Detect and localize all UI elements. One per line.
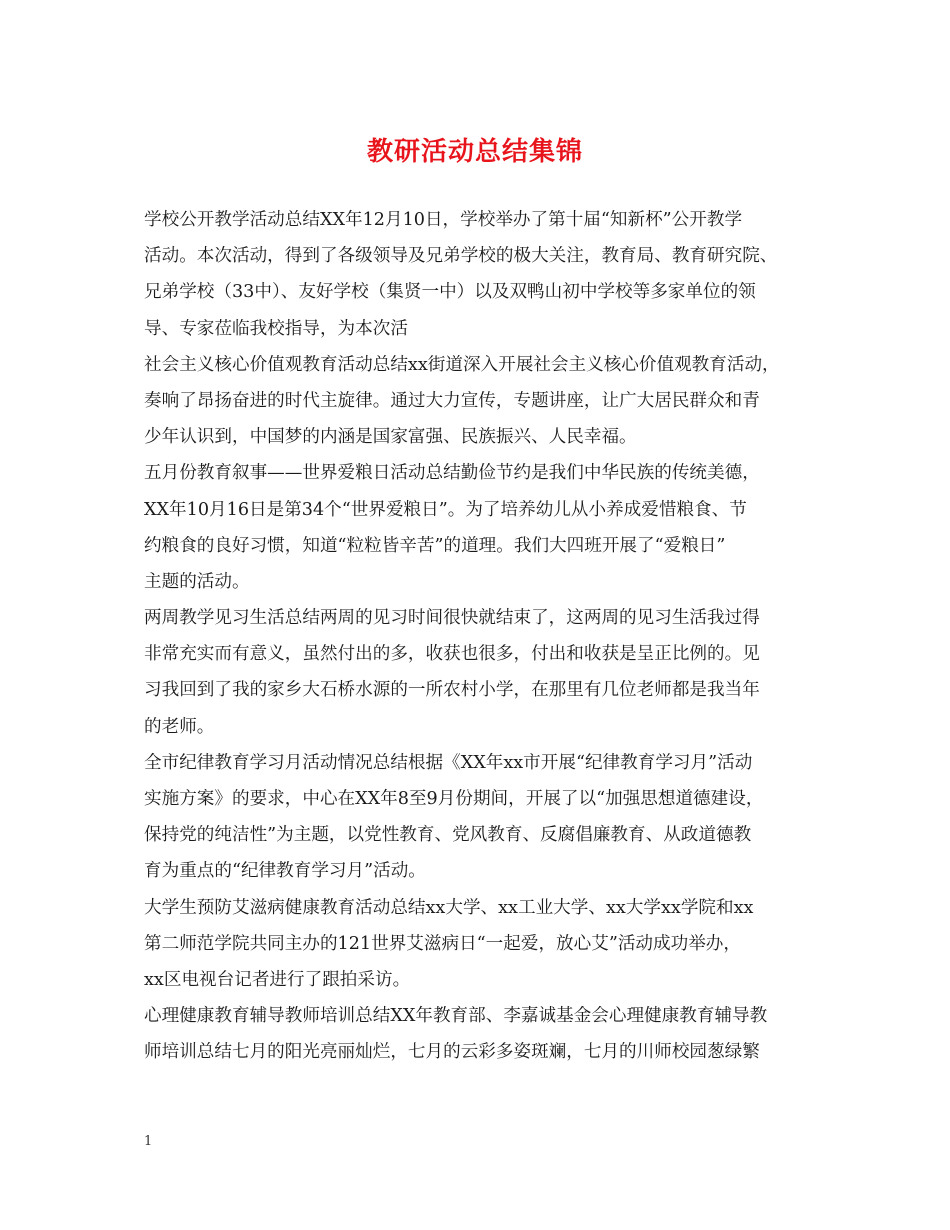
body-line: 非常充实而有意义，虽然付出的多，收获也很多，付出和收获是呈正比例的。见 bbox=[144, 644, 760, 665]
body-line: XX年10月16日是第34个“世界爱粮日”。为了培养幼儿从小养成爱惜粮食、节 bbox=[144, 499, 747, 520]
body-line: 导、专家莅临我校指导，为本次活 bbox=[144, 318, 408, 339]
body-line: 社会主义核心价值观教育活动总结xx街道深入开展社会主义核心价值观教育活动， bbox=[144, 354, 780, 375]
body-line: 育为重点的“纪律教育学习月”活动。 bbox=[144, 861, 426, 882]
body-line: 保持党的纯洁性”为主题，以党性教育、党风教育、反腐倡廉教育、从政道德教 bbox=[144, 825, 752, 846]
body-line: 两周教学见习生活总结两周的见习时间很快就结束了，这两周的见习生活我过得 bbox=[144, 608, 760, 629]
body-line: 学校公开教学活动总结XX年12月10日，学校举办了第十届“知新杯”公开教学 bbox=[144, 210, 743, 230]
body-line: 约粮食的良好习惯，知道“粒粒皆辛苦”的道理。我们大四班开展了“爱粮日” bbox=[144, 535, 726, 556]
body-line: 心理健康教育辅导教师培训总结XX年教育部、李嘉诚基金会心理健康教育辅导教 bbox=[144, 1006, 768, 1027]
body-line: 奏响了昂扬奋进的时代主旋律。通过大力宣传，专题讲座，让广大居民群众和青 bbox=[144, 390, 760, 411]
body-line: 实施方案》的要求，中心在XX年8至9月份期间，开展了以“加强思想道德建设， bbox=[144, 789, 764, 809]
body-line: 师培训总结七月的阳光亮丽灿烂，七月的云彩多姿斑斓，七月的川师校园葱绿繁 bbox=[144, 1042, 760, 1063]
body-line: 五月份教育叙事——世界爱粮日活动总结勤俭节约是我们中华民族的传统美德， bbox=[144, 463, 760, 484]
body-line: 习我回到了我的家乡大石桥水源的一所农村小学，在那里有几位老师都是我当年 bbox=[144, 680, 760, 701]
body-line: 的老师。 bbox=[144, 716, 215, 737]
body-line: 大学生预防艾滋病健康教育活动总结xx大学、xx工业大学、xx大学xx学院和xx bbox=[144, 897, 754, 918]
document-title: 教研活动总结集锦 bbox=[366, 137, 583, 167]
body-line: xx区电视台记者进行了跟拍采访。 bbox=[144, 969, 411, 990]
document-body bbox=[144, 202, 824, 1071]
body-line: 活动。本次活动，得到了各级领导及兄弟学校的极大关注，教育局、教育研究院、 bbox=[144, 246, 778, 267]
body-line: 主题的活动。 bbox=[144, 571, 250, 592]
body-line: 少年认识到，中国梦的内涵是国家富强、民族振兴、人民幸福。 bbox=[144, 427, 637, 448]
body-line: 兄弟学校（33中）、友好学校（集贤一中）以及双鸭山初中学校等多家单位的领 bbox=[144, 282, 756, 303]
page-number: 1 bbox=[144, 1134, 153, 1149]
body-line: 第二师范学院共同主办的121世界艾滋病日“一起爱，放心艾”活动成功举办， bbox=[144, 933, 741, 954]
body-line: 全市纪律教育学习月活动情况总结根据《XX年xx市开展“纪律教育学习月”活动 bbox=[144, 752, 753, 773]
